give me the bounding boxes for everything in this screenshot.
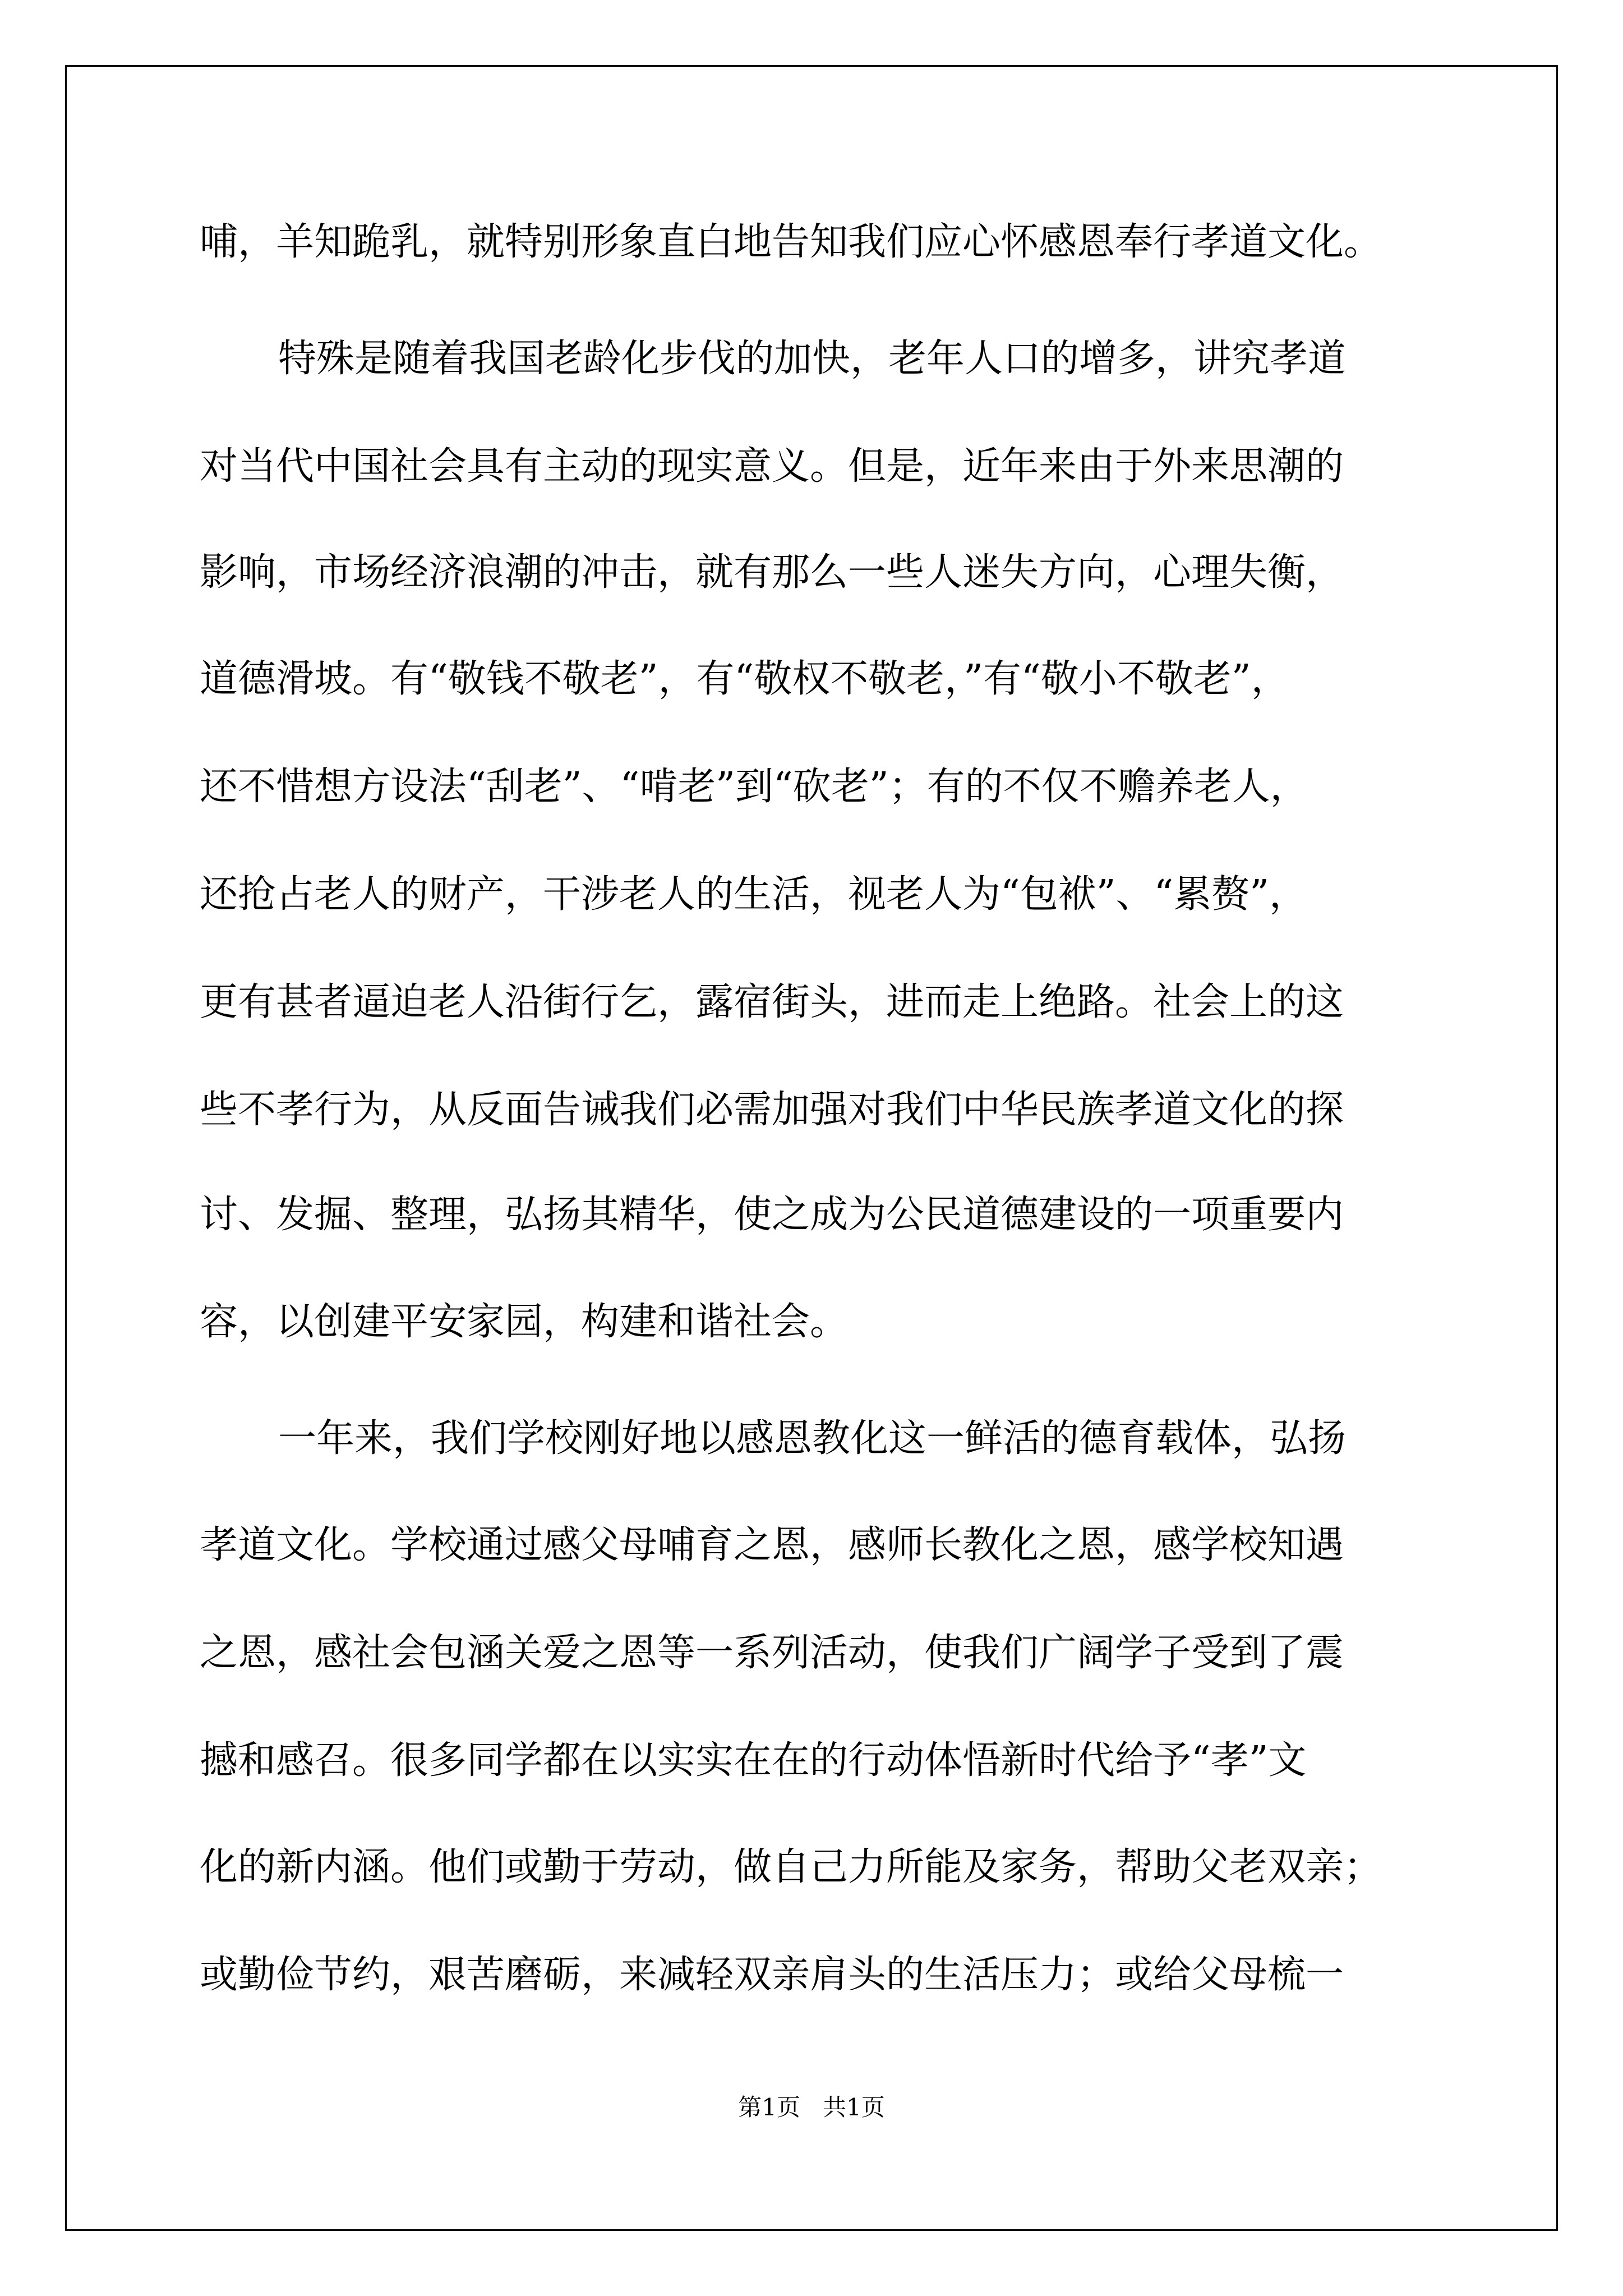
text-line: 讨、发掘、整理，弘扬其精华，使之成为公民道德建设的一项重要内 [200,1193,1344,1237]
text-line: 还抢占老人的财产，干涉老人的生活，视老人为“包袱”、“累赘”， [200,872,1308,917]
text-line: 影响，市场经济浪潮的冲击，就有那么一些人迷失方向，心理失衡， [200,550,1344,595]
text-line: 孝道文化。学校通过感父母哺育之恩，感师长教化之恩，感学校知遇 [200,1523,1344,1567]
text-line: 特殊是随着我国老龄化步伐的加快，老年人口的增多，讲究孝道 [278,337,1347,381]
text-line: 一年来，我们学校刚好地以感恩教化这一鲜活的德育载体，弘扬 [278,1416,1347,1461]
text-line: 之恩，感社会包涵关爱之恩等一系列活动，使我们广阔学子受到了震 [200,1631,1344,1675]
page-footer: 第1页 共1页 [738,2093,885,2121]
text-line: 撼和感召。很多同学都在以实实在在的行动体悟新时代给予“孝”文 [200,1738,1307,1783]
text-line: 容，以创建平安家园，构建和谐社会。 [200,1300,849,1344]
text-line: 些不孝行为，从反面告诫我们必需加强对我们中华民族孝道文化的探 [200,1088,1344,1132]
text-line: 或勤俭节约，艰苦磨砺，来减轻双亲肩头的生活压力；或给父母梳一 [200,1953,1344,1997]
text-line: 对当代中国社会具有主动的现实意义。但是，近年来由于外来思潮的 [200,444,1344,489]
text-line: 哺，羊知跪乳，就特别形象直白地告知我们应心怀感恩奉行孝道文化。 [200,220,1382,264]
page-border [65,65,1558,2231]
text-line: 还不惜想方设法“刮老”、“啃老”到“砍老”；有的不仅不赡养老人， [200,765,1308,809]
text-line: 更有甚者逼迫老人沿街行乞，露宿街头，进而走上绝路。社会上的这 [200,980,1344,1024]
text-line: 化的新内涵。他们或勤于劳动，做自己力所能及家务，帮助父老双亲； [200,1845,1382,1889]
text-line: 道德滑坡。有“敬钱不敬老”，有“敬权不敬老，”有“敬小不敬老”， [200,657,1289,701]
